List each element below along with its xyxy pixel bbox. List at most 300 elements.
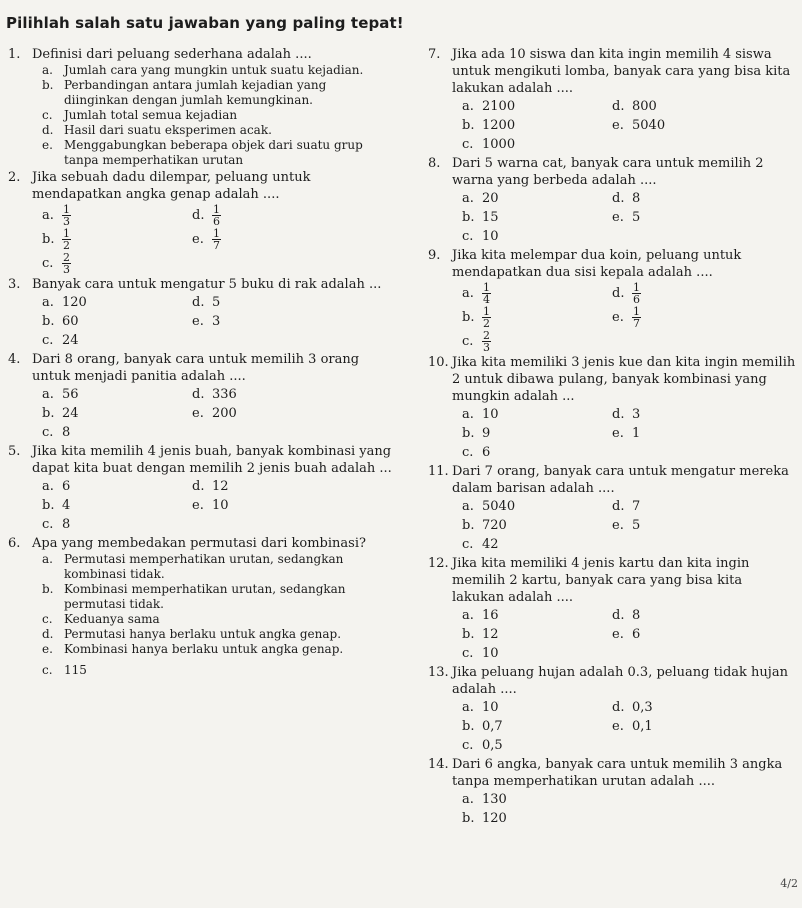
question-text: Apa yang membedakan permutasi dari kombinasi?	[32, 536, 366, 551]
option-value: 12	[212, 479, 229, 494]
question-14	[428, 756, 798, 828]
answer-option[interactable]	[462, 136, 612, 153]
answer-option[interactable]	[612, 98, 762, 115]
option-text: Kombinasi hanya berlaku untuk angka genap.	[64, 642, 344, 656]
option-row	[42, 331, 393, 350]
answer-option[interactable]	[192, 204, 342, 227]
option-letter: e.	[192, 498, 204, 513]
option-letter: b.	[42, 582, 54, 596]
option-letter: b.	[462, 309, 475, 325]
option-letter: e.	[192, 231, 204, 247]
left-column	[8, 46, 393, 679]
option-letter: c.	[42, 333, 54, 348]
option-letter: a.	[42, 387, 54, 402]
fraction-numerator: 1	[633, 280, 640, 294]
answer-option[interactable]	[462, 699, 612, 716]
answer-option[interactable]	[462, 517, 612, 534]
option-grid	[428, 497, 798, 554]
fraction-denominator: 3	[483, 340, 490, 354]
answer-option[interactable]	[612, 209, 762, 226]
fraction-numerator: 1	[213, 226, 220, 240]
question-number: 14.	[428, 757, 449, 772]
option-value: 800	[632, 99, 657, 114]
option-grid	[428, 405, 798, 462]
fraction	[632, 282, 641, 305]
option-letter: d.	[612, 608, 625, 623]
option-letter: b.	[42, 406, 55, 421]
answer-option[interactable]	[462, 98, 612, 115]
option-text: Permutasi memperhatikan urutan, sedangkan kombinasi tidak.	[64, 552, 344, 581]
option-value: 200	[212, 406, 237, 421]
fraction-denominator: 7	[213, 238, 220, 252]
option-letter: b.	[462, 426, 475, 441]
option-letter: d.	[612, 407, 625, 422]
option-letter: a.	[462, 499, 474, 514]
answer-option[interactable]	[192, 294, 342, 311]
answer-option[interactable]	[192, 497, 342, 514]
answer-option[interactable]	[612, 626, 762, 643]
option-value: 12	[482, 627, 499, 642]
option-text: Perbandingan antara jumlah kejadian yang diinginkan dengan jumlah kemungkinan.	[64, 78, 327, 107]
option-letter: a.	[42, 552, 53, 566]
fraction-numerator: 2	[483, 328, 490, 342]
answer-option[interactable]	[462, 737, 612, 754]
question-number: 13.	[428, 665, 449, 680]
option-value: 4	[62, 498, 71, 513]
option-row	[42, 477, 393, 496]
option-letter: a.	[462, 700, 474, 715]
option-row	[42, 385, 393, 404]
answer-option[interactable]	[8, 627, 393, 642]
option-value: 10	[482, 407, 499, 422]
fraction	[212, 228, 221, 251]
answer-option[interactable]	[8, 552, 393, 582]
answer-option[interactable]	[612, 117, 762, 134]
answer-option[interactable]	[42, 405, 192, 422]
option-row	[462, 606, 798, 625]
option-letter: b.	[462, 518, 475, 533]
option-grid	[428, 97, 798, 154]
answer-option[interactable]	[42, 386, 192, 403]
option-row	[462, 97, 798, 116]
option-letter: b.	[42, 231, 55, 247]
answer-option[interactable]	[42, 252, 192, 275]
option-text: Hasil dari suatu eksperimen acak.	[64, 123, 272, 137]
option-letter: d.	[612, 285, 625, 301]
answer-option[interactable]	[8, 123, 393, 138]
option-text: Jumlah total semua kejadian	[64, 108, 238, 122]
answer-option[interactable]	[8, 138, 393, 168]
answer-option[interactable]	[192, 405, 342, 422]
option-value: 5040	[482, 499, 516, 514]
option-value: 3	[212, 314, 221, 329]
option-letter: b.	[462, 118, 475, 133]
answer-option[interactable]	[462, 645, 612, 662]
question-9	[428, 247, 798, 353]
option-row	[462, 116, 798, 135]
answer-option[interactable]	[462, 791, 612, 808]
answer-option[interactable]	[42, 424, 192, 441]
option-row	[42, 203, 393, 227]
answer-option[interactable]	[462, 536, 612, 553]
fraction	[482, 330, 491, 353]
option-letter: e.	[42, 642, 53, 656]
question-text: Definisi dari peluang sederhana adalah ....	[32, 47, 312, 62]
option-letter: a.	[462, 407, 474, 422]
option-letter: e.	[612, 627, 624, 642]
answer-option[interactable]	[42, 204, 192, 227]
question-10	[428, 354, 798, 462]
option-letter: e.	[42, 138, 53, 152]
answer-option[interactable]	[42, 313, 192, 330]
answer-option[interactable]	[612, 498, 762, 515]
option-letter: d.	[192, 387, 205, 402]
option-row	[462, 405, 798, 424]
answer-option[interactable]	[8, 582, 393, 612]
option-list	[8, 552, 393, 678]
option-row	[42, 404, 393, 423]
fraction-numerator: 1	[483, 280, 490, 294]
option-row	[462, 644, 798, 663]
option-grid	[428, 790, 798, 828]
option-letter: d.	[612, 499, 625, 514]
fraction-options	[8, 203, 393, 275]
option-letter: a.	[462, 285, 474, 301]
option-value: 0,5	[482, 738, 503, 753]
option-row	[462, 424, 798, 443]
option-letter: b.	[462, 811, 475, 826]
option-letter: d.	[612, 99, 625, 114]
option-letter: a.	[462, 792, 474, 807]
option-letter: c.	[462, 537, 474, 552]
option-row	[462, 736, 798, 755]
option-letter: e.	[192, 314, 204, 329]
option-value: 8	[62, 517, 71, 532]
option-letter: c.	[42, 612, 53, 626]
question-13	[428, 664, 798, 755]
option-row	[42, 496, 393, 515]
answer-option[interactable]	[462, 306, 612, 329]
option-value: 15	[482, 210, 499, 225]
answer-option[interactable]	[42, 228, 192, 251]
answer-option[interactable]	[462, 330, 612, 353]
fraction	[632, 306, 641, 329]
option-value: 8	[632, 191, 641, 206]
option-value: 24	[62, 333, 79, 348]
option-row	[42, 227, 393, 251]
option-value: 0,1	[632, 719, 653, 734]
option-value: 5	[632, 210, 641, 225]
option-letter: d.	[612, 700, 625, 715]
option-value: 10	[212, 498, 229, 513]
option-row	[462, 305, 798, 329]
question-7	[428, 46, 798, 154]
fraction-numerator: 1	[483, 304, 490, 318]
option-letter: e.	[612, 719, 624, 734]
option-letter: d.	[192, 207, 205, 223]
option-row	[462, 189, 798, 208]
question-text: Dari 7 orang, banyak cara untuk mengatur mereka dalam barisan adalah ....	[452, 464, 789, 496]
instruction-heading: Pilihlah salah satu jawaban yang paling tepat!	[6, 14, 404, 32]
question-6	[8, 535, 393, 678]
fraction	[482, 306, 491, 329]
answer-option[interactable]	[8, 78, 393, 108]
question-text: Jika kita memilih 4 jenis buah, banyak kombinasi yang dapat kita buat dengan memilih 2 jenis buah adalah ...	[32, 444, 392, 476]
question-text: Jika kita memiliki 3 jenis kue dan kita ingin memilih 2 untuk dibawa pulang, banyak kombinasi yang mungkin adalah ...	[452, 355, 796, 404]
fraction-numerator: 1	[633, 304, 640, 318]
option-letter: c.	[42, 255, 54, 271]
option-value: 20	[482, 191, 499, 206]
option-letter: c.	[462, 137, 474, 152]
option-grid	[428, 606, 798, 663]
answer-option[interactable]	[612, 406, 762, 423]
question-number: 10.	[428, 355, 449, 370]
question-text: Banyak cara untuk mengatur 5 buku di rak adalah ...	[32, 277, 382, 292]
fraction-denominator: 7	[633, 316, 640, 330]
option-letter: c.	[462, 738, 474, 753]
option-value: 3	[632, 407, 641, 422]
fraction-denominator: 2	[63, 238, 70, 252]
answer-option[interactable]	[462, 228, 612, 245]
option-text: 115	[64, 663, 87, 677]
answer-option[interactable]	[462, 810, 612, 827]
option-value: 5	[632, 518, 641, 533]
question-text: Jika kita melempar dua koin, peluang untuk mendapatkan dua sisi kepala adalah ....	[452, 248, 742, 280]
answer-option[interactable]	[462, 190, 612, 207]
answer-option[interactable]	[462, 718, 612, 735]
question-text: Dari 6 angka, banyak cara untuk memilih 3 angka tanpa memperhatikan urutan adalah ....	[452, 757, 783, 789]
option-value: 8	[632, 608, 641, 623]
option-row	[462, 135, 798, 154]
option-value: 56	[62, 387, 79, 402]
option-value: 336	[212, 387, 237, 402]
option-text: Kombinasi memperhatikan urutan, sedangkan permutasi tidak.	[64, 582, 346, 611]
answer-option[interactable]	[192, 313, 342, 330]
option-value: 8	[62, 425, 71, 440]
option-text: Menggabungkan beberapa objek dari suatu grup tanpa memperhatikan urutan	[64, 138, 363, 167]
option-letter: b.	[462, 210, 475, 225]
option-letter: c.	[462, 445, 474, 460]
option-letter: a.	[42, 295, 54, 310]
option-value: 10	[482, 229, 499, 244]
option-value: 0,7	[482, 719, 503, 734]
fraction	[62, 204, 71, 227]
option-value: 1000	[482, 137, 516, 152]
option-value: 120	[62, 295, 87, 310]
option-value: 60	[62, 314, 79, 329]
option-letter: b.	[462, 719, 475, 734]
option-grid	[8, 477, 393, 534]
option-value: 130	[482, 792, 507, 807]
fraction-numerator: 2	[63, 250, 70, 264]
option-value: 16	[482, 608, 499, 623]
question-1	[8, 46, 393, 168]
option-row	[462, 516, 798, 535]
fraction-denominator: 6	[213, 214, 220, 228]
answer-option[interactable]	[42, 497, 192, 514]
fraction-denominator: 4	[483, 292, 490, 306]
option-row	[462, 698, 798, 717]
fraction-numerator: 1	[63, 202, 70, 216]
answer-option[interactable]	[612, 190, 762, 207]
option-row	[462, 329, 798, 353]
answer-option[interactable]	[192, 478, 342, 495]
question-2	[8, 169, 393, 275]
question-text: Jika sebuah dadu dilempar, peluang untuk mendapatkan angka genap adalah ....	[32, 170, 311, 202]
option-value: 6	[62, 479, 71, 494]
option-value: 720	[482, 518, 507, 533]
option-value: 1	[632, 426, 641, 441]
option-value: 24	[62, 406, 79, 421]
answer-option[interactable]	[42, 332, 192, 349]
answer-option[interactable]	[8, 108, 393, 123]
option-letter: b.	[42, 78, 54, 92]
answer-option[interactable]	[42, 294, 192, 311]
option-letter: d.	[612, 191, 625, 206]
answer-option[interactable]	[462, 209, 612, 226]
question-number: 3.	[8, 277, 21, 292]
question-11	[428, 463, 798, 554]
option-row	[462, 497, 798, 516]
option-value: 0,3	[632, 700, 653, 715]
question-number: 9.	[428, 248, 441, 263]
answer-option[interactable]	[612, 699, 762, 716]
option-value: 42	[482, 537, 499, 552]
option-value: 1200	[482, 118, 516, 133]
option-letter: c.	[42, 425, 54, 440]
option-letter: a.	[42, 207, 54, 223]
answer-option[interactable]	[612, 306, 762, 329]
question-number: 5.	[8, 444, 21, 459]
option-row	[462, 208, 798, 227]
option-row	[462, 443, 798, 462]
question-number: 8.	[428, 156, 441, 171]
question-text: Jika kita memiliki 4 jenis kartu dan kita ingin memilih 2 kartu, banyak cara yang bisa kita lakukan adalah ....	[452, 556, 750, 605]
option-letter: e.	[612, 309, 624, 325]
answer-option[interactable]	[612, 718, 762, 735]
option-letter: e.	[612, 210, 624, 225]
question-text: Dari 8 orang, banyak cara untuk memilih 3 orang untuk menjadi panitia adalah ....	[32, 352, 360, 384]
option-letter: c.	[42, 517, 54, 532]
answer-option[interactable]	[8, 63, 393, 78]
fraction-denominator: 3	[63, 214, 70, 228]
answer-option[interactable]	[462, 444, 612, 461]
answer-option[interactable]	[462, 406, 612, 423]
question-number: 6.	[8, 536, 21, 551]
answer-option[interactable]	[612, 282, 762, 305]
answer-option	[8, 663, 393, 678]
option-value: 5040	[632, 118, 666, 133]
option-row	[42, 293, 393, 312]
option-value: 120	[482, 811, 507, 826]
answer-option[interactable]	[8, 642, 393, 657]
option-value: 7	[632, 499, 641, 514]
option-letter: b.	[462, 627, 475, 642]
option-letter: e.	[192, 406, 204, 421]
option-row	[42, 423, 393, 442]
option-grid	[8, 293, 393, 350]
option-letter: d.	[42, 123, 54, 137]
answer-option[interactable]	[462, 607, 612, 624]
option-text: Jumlah cara yang mungkin untuk suatu kejadian.	[64, 63, 364, 77]
option-grid	[428, 189, 798, 246]
question-text: Dari 5 warna cat, banyak cara untuk memilih 2 warna yang berbeda adalah ....	[452, 156, 764, 188]
option-row	[462, 717, 798, 736]
answer-option[interactable]	[462, 498, 612, 515]
option-letter: b.	[42, 314, 55, 329]
option-letter: e.	[612, 518, 624, 533]
option-letter: c.	[42, 663, 53, 677]
option-row	[462, 625, 798, 644]
option-letter: d.	[192, 295, 205, 310]
answer-option[interactable]	[462, 425, 612, 442]
fraction-denominator: 2	[483, 316, 490, 330]
option-row	[462, 809, 798, 828]
fraction	[482, 282, 491, 305]
fraction-options	[428, 281, 798, 353]
page-number: 4/2	[780, 877, 798, 890]
option-row	[462, 790, 798, 809]
option-letter: d.	[192, 479, 205, 494]
question-5	[8, 443, 393, 534]
option-text: Keduanya sama	[64, 612, 160, 626]
option-row	[42, 515, 393, 534]
fraction	[212, 204, 221, 227]
answer-option[interactable]	[192, 386, 342, 403]
option-letter: a.	[462, 99, 474, 114]
question-number: 1.	[8, 47, 21, 62]
fraction	[62, 252, 71, 275]
answer-option[interactable]	[612, 425, 762, 442]
option-value: 10	[482, 700, 499, 715]
option-grid	[428, 698, 798, 755]
right-column	[428, 46, 798, 829]
answer-option[interactable]	[42, 478, 192, 495]
answer-option[interactable]	[462, 282, 612, 305]
fraction-numerator: 1	[213, 202, 220, 216]
option-letter: a.	[42, 479, 54, 494]
option-letter: c.	[462, 333, 474, 349]
question-8	[428, 155, 798, 246]
option-letter: c.	[462, 229, 474, 244]
question-number: 4.	[8, 352, 21, 367]
answer-option[interactable]	[612, 517, 762, 534]
answer-option[interactable]	[612, 607, 762, 624]
fraction	[62, 228, 71, 251]
option-row	[42, 251, 393, 275]
option-letter: a.	[42, 63, 53, 77]
answer-option[interactable]	[42, 516, 192, 533]
answer-option[interactable]	[462, 626, 612, 643]
question-12	[428, 555, 798, 663]
question-text: Jika ada 10 siswa dan kita ingin memilih 4 siswa untuk mengikuti lomba, banyak cara yang bisa kita lakukan adalah ....	[452, 47, 791, 96]
fraction-denominator: 3	[63, 262, 70, 276]
answer-option[interactable]	[462, 117, 612, 134]
option-letter: d.	[42, 627, 54, 641]
option-value: 6	[632, 627, 641, 642]
option-row	[462, 535, 798, 554]
option-value: 6	[482, 445, 491, 460]
question-number: 12.	[428, 556, 449, 571]
answer-option[interactable]	[8, 612, 393, 627]
option-row	[462, 281, 798, 305]
fraction-denominator: 6	[633, 292, 640, 306]
option-grid	[8, 385, 393, 442]
answer-option[interactable]	[192, 228, 342, 251]
option-value: 2100	[482, 99, 516, 114]
option-row	[42, 312, 393, 331]
question-3	[8, 276, 393, 350]
